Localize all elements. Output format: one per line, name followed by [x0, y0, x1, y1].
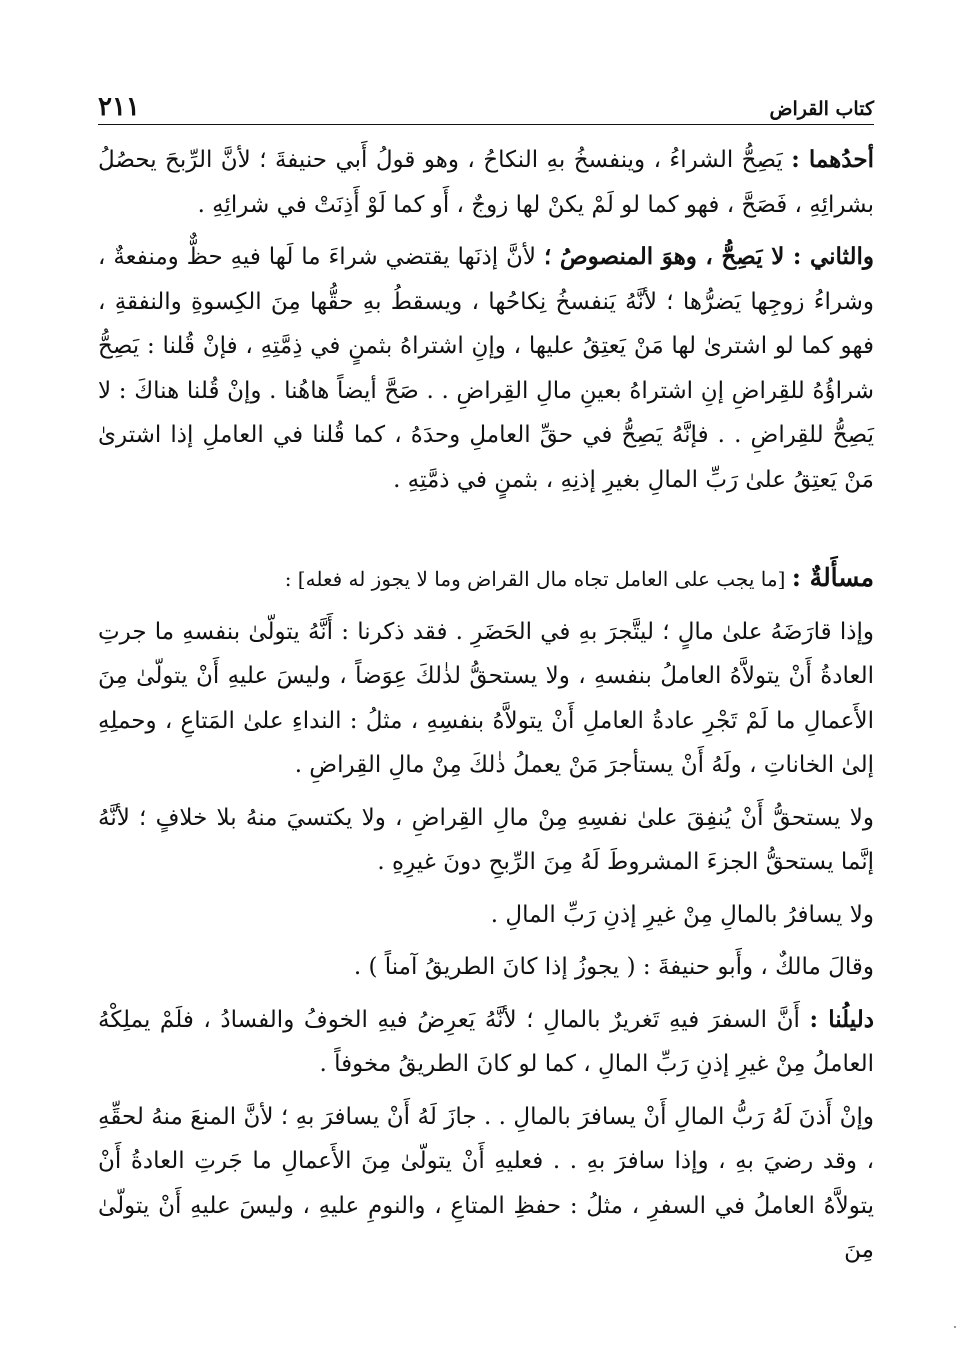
paragraph-lead: دليلُنا : — [809, 1005, 874, 1033]
page-body — [98, 138, 874, 1281]
scan-speck — [954, 1326, 956, 1328]
paragraph-malik-opinion: وقالَ مالكٌ ، وأَبو حنيفةَ : ( يجوزُ إذا كانَ الطريقُ آمناً ) . — [353, 954, 874, 980]
issue-heading — [98, 556, 874, 602]
paragraph-text: أَنَّ السفرَ فيهِ تَغريرٌ بالمالِ ؛ لأنَّهُ يَعرِضُ فيهِ الخوفُ والفسادُ ، فلَمْ يملِكْهُ العاملُ مِنْ غيرِ إذنِ رَبِّ المالِ ، كما لو كانَ الطريقُ مخوفاً . — [98, 1006, 874, 1077]
paragraph-text: لأنَّ إذنَها يقتضي شراءَ ما لَها فيهِ حظٌّ ومنفعةٌ ، وشراءُ زوجِها يَضرُّها ؛ لأنَّهُ يَنفسخُ نِكاحُها ، ويسقطُ بهِ حقُّها مِنَ الكِسوةِ والنفقةِ ، فهو كما لو اشترىٰ لها مَنْ يَعتِقُ عليها ، وإنِ اشتراهُ بثمنٍ في ذِمَّتِهِ ، فإنْ قُلنا : يَصِحُّ شراؤُهُ للقِراضِ إنِ اشتراهُ بعينِ مالِ القِراضِ . . صَحَّ أيضاً هاهُنا . وإنْ قُلنا هناكَ : لا يَصِحُّ للقِراضِ . . فإنَّهُ يَصِحُّ في حقِّ العاملِ وحدَهُ ، كما قُلنا في العاملِ إذا اشترىٰ مَنْ يَعتِقُ علىٰ رَبِّ المالِ بغيرِ إذنِهِ ، بثمنٍ في ذمَّتِهِ . — [98, 244, 874, 493]
paragraph-second-view — [98, 235, 874, 502]
paragraph-lead: والثاني : لا يَصِحُّ ، وهوَ المنصوصُ ؛ — [543, 243, 874, 270]
paragraph-duties: وإذا قارَضَهُ علىٰ مالٍ ؛ ليتَّجرَ بهِ في الحَضَرِ . فقد ذكرنا : أَنَّهُ يتولّىٰ بنفسهِ ما جرتِ العادةُ أَنْ يتولاَّهُ العاملُ بنفسهِ ، ولا يستحقُّ لذٰلكَ عِوَضاً ، وليسَ عليهِ أَنْ يتولّىٰ مِنَ الأَعمالِ ما لَمْ تَجْرِ عادةُ العاملِ أَنْ يتولاَّهُ بنفسِهِ ، مثلُ : النداءِ علىٰ المَتاعِ ، وحملِهِ إلىٰ الخاناتِ ، ولَهُ أَنْ يستأجرَ مَنْ يعملُ ذٰلكَ مِنْ مالِ القِراضِ . — [98, 618, 874, 778]
paragraph-first-view — [98, 138, 874, 227]
paragraph-expenses: ولا يستحقُّ أَنْ يُنفِقَ علىٰ نفسِهِ مِنْ مالِ القِراضِ ، ولا يكتسيَ منهُ بلا خلافٍ ؛ لأنَّهُ إنَّما يستحقُّ الجزءَ المشروطَ لَهُ مِنَ الرِّبحِ دونَ غيرِهِ . — [98, 804, 874, 875]
running-title: كتاب القراض — [769, 98, 874, 120]
page-header — [98, 84, 874, 125]
paragraph-evidence — [98, 998, 874, 1087]
paragraph-text: يَصِحُّ الشراءُ ، وينفسخُ بهِ النكاحُ ، وهو قولُ أَبي حنيفةَ ؛ لأنَّ الرِّبحَ يحصُلُ بشرائِهِ ، فَصَحَّ ، فهو كما لو لَمْ يكنْ لها زوجٌ ، أَو كما لَوْ أَذِنَتْ في شرائِهِ . — [98, 147, 874, 218]
issue-title: [ما يجب على العامل تجاه مال القراض وما لا يجوز له فعله] : — [284, 567, 792, 591]
paragraph-permission: وإنْ أَذنَ لَهُ رَبُّ المالِ أَنْ يسافرَ بالمالِ . . جازَ لَهُ أَنْ يسافرَ بهِ ؛ لأنَّ المنعَ منهُ لحقِّهِ ، وقد رضيَ بهِ ، وإذا سافرَ بهِ . . فعليهِ أَنْ يتولّىٰ مِنَ الأَعمالِ ما جَرتِ العادةُ أَنْ يتولاَّهُ العاملُ في السفرِ ، مثلُ : حفظِ المتاعِ ، والنومِ عليهِ ، وليسَ عليهِ أَنْ يتولّىٰ مِنَ — [98, 1103, 874, 1263]
paragraph-lead: أحدُهما : — [791, 146, 874, 173]
paragraph-travel: ولا يسافرُ بالمالِ مِنْ غيرِ إذنِ رَبِّ المالِ . — [490, 901, 874, 928]
page-number: ٢١١ — [98, 92, 140, 122]
issue-label: مسأَلةٌ : — [791, 563, 874, 592]
